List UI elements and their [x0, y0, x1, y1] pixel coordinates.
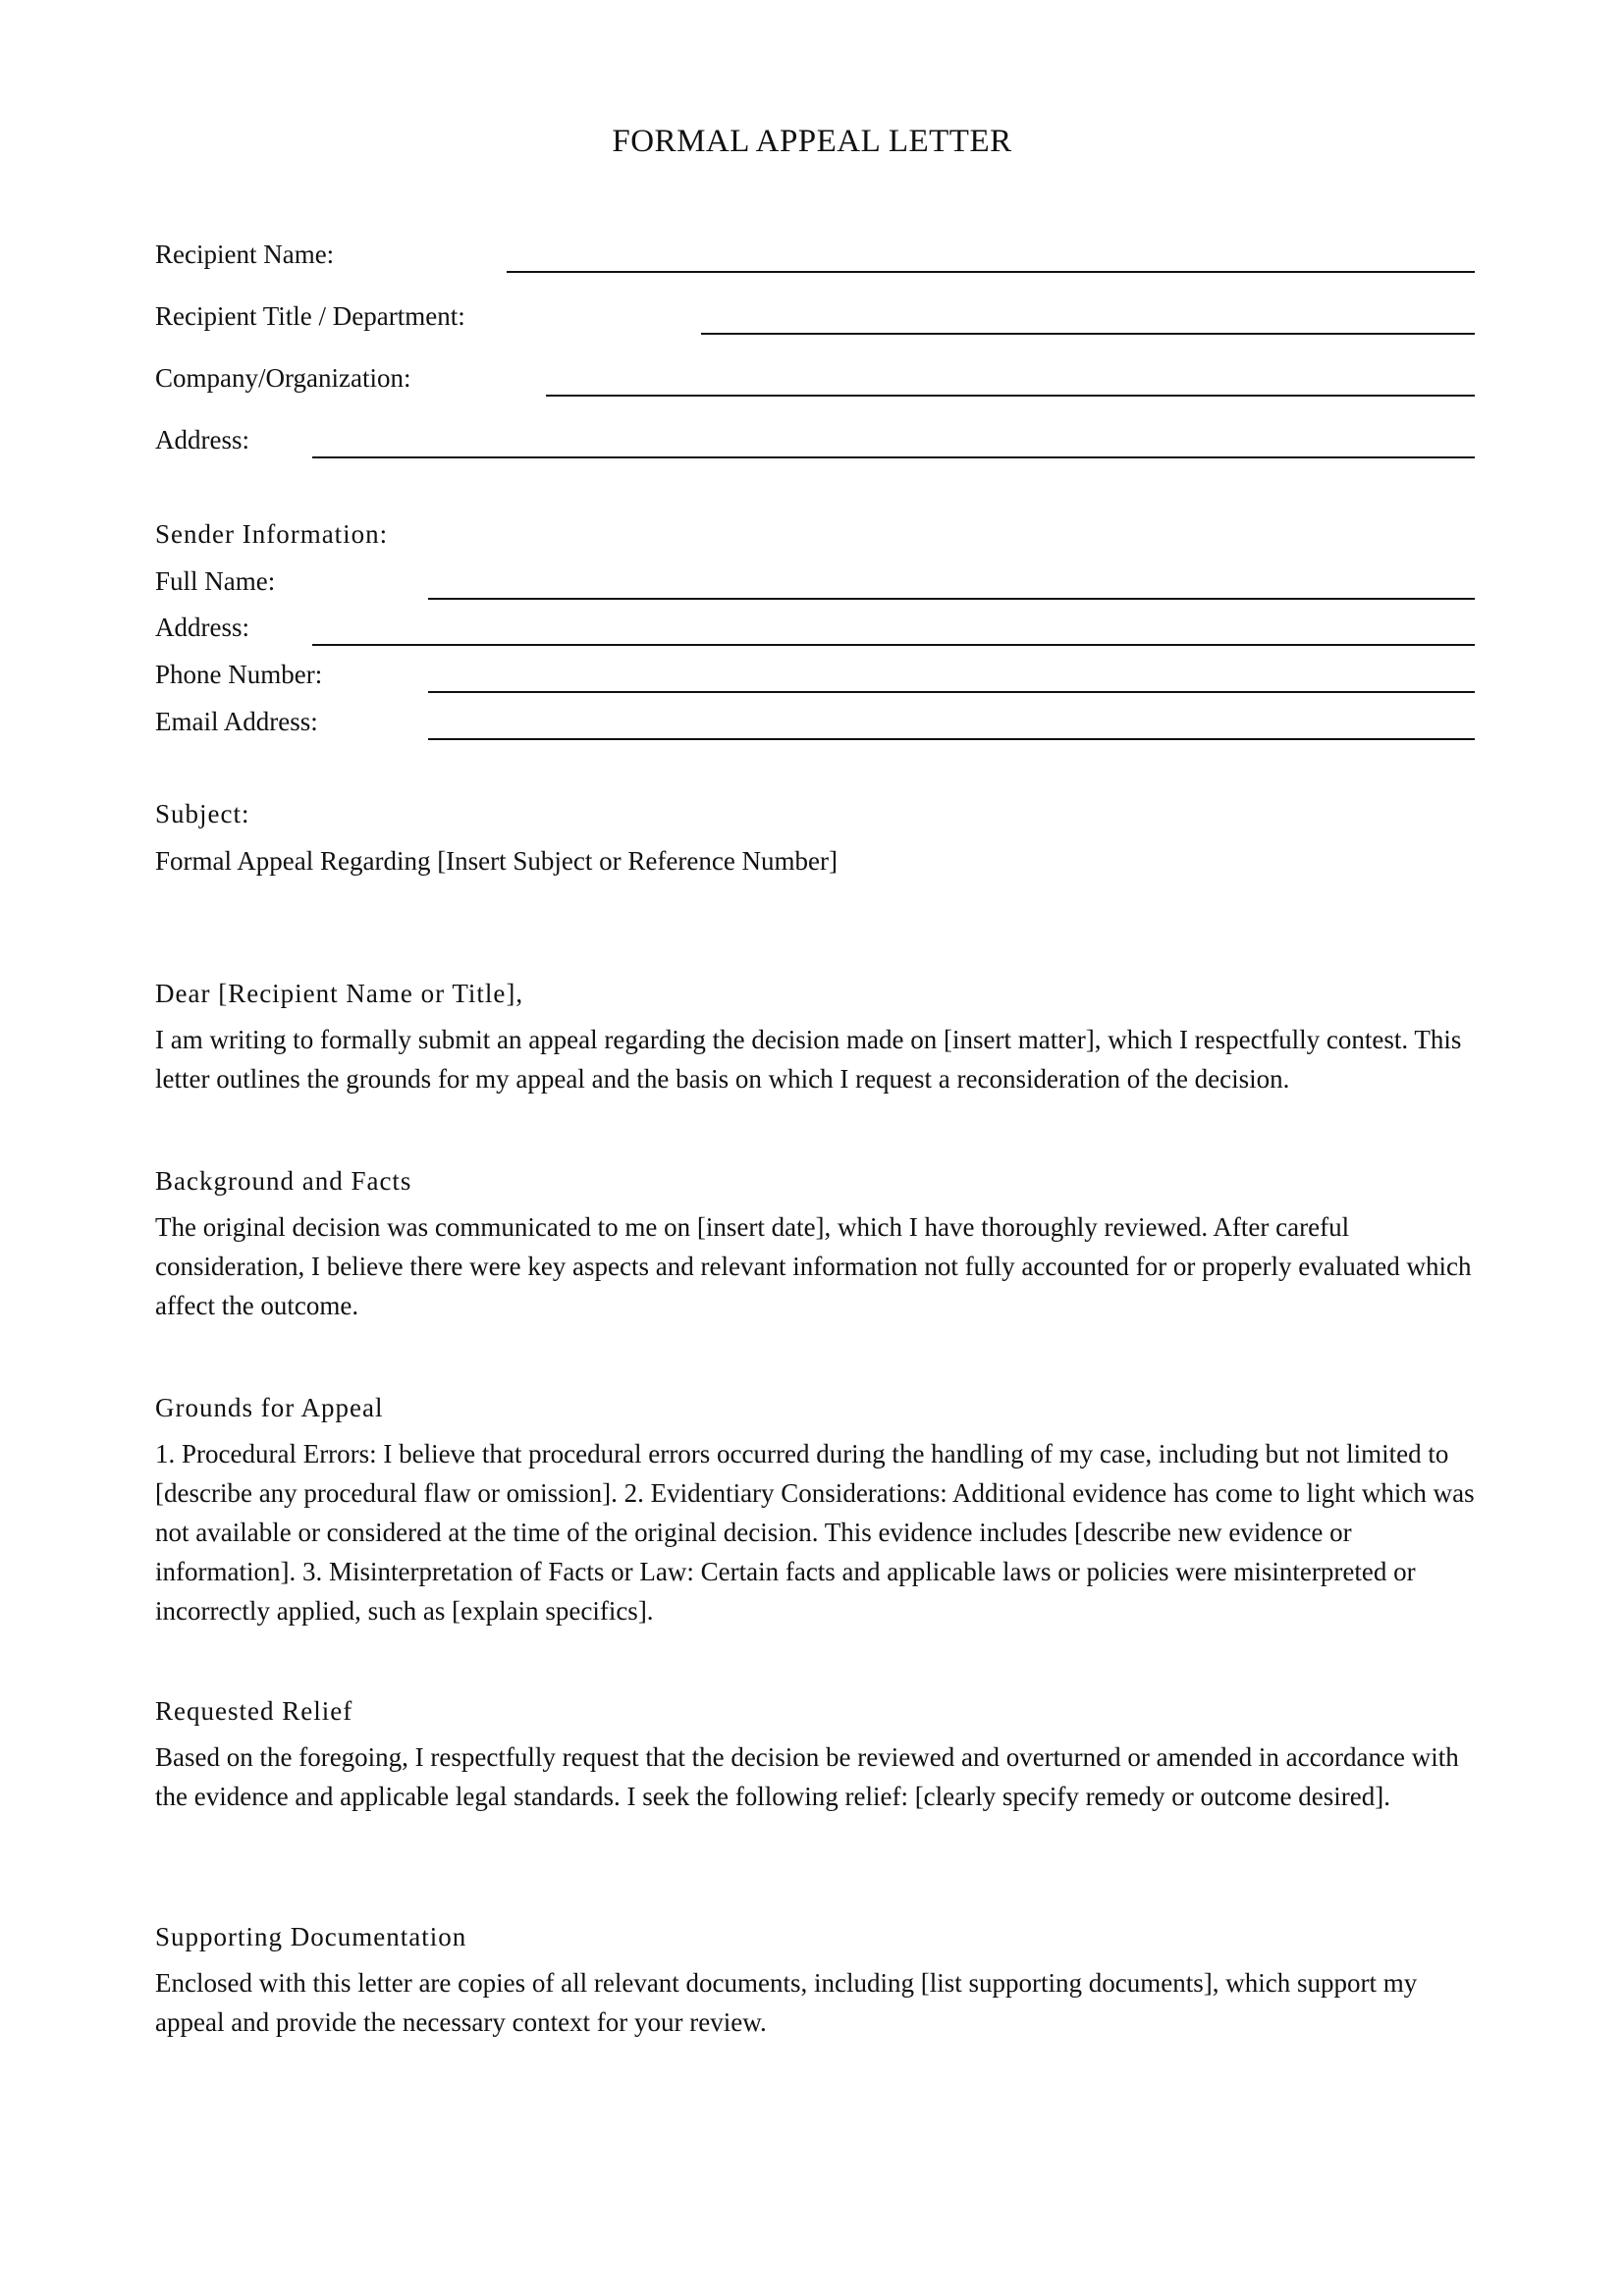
sender-address-label: Address: [155, 613, 249, 642]
subject-heading: Subject: [155, 799, 250, 828]
page-title: FORMAL APPEAL LETTER [612, 124, 1012, 159]
recipient-title-label: Recipient Title / Department: [155, 301, 465, 331]
grounds-heading: Grounds for Appeal [155, 1393, 384, 1422]
subject-text: Formal Appeal Regarding [Insert Subject or Reference Number] [155, 846, 839, 876]
relief-paragraph: Based on the foregoing, I respectfully request that the decision be reviewed and overturned or amended in accordance with the evidence and applicable legal standards. I seek the following relief: [clearly specify remedy or outcome desired]. [155, 1742, 1459, 1811]
phone-field[interactable] [428, 691, 1475, 693]
recipient-name-field[interactable] [507, 271, 1475, 273]
email-field[interactable] [428, 738, 1475, 740]
company-field[interactable] [546, 395, 1475, 397]
grounds-paragraph: 1. Procedural Errors: I believe that procedural errors occurred during the handling of my case, including but not limited to [describe any procedural flaw or omission]. 2. Evidentiary Considerations: Additional evidence has come to light which was not available or considered at the time of the original decision. This evidence includes [describe new evidence or information]. 3. Misinterpretation of Facts or Law: Certain facts and applicable laws or policies were misinterpreted or incorrectly applied, such as [explain specifics]. [155, 1439, 1475, 1626]
relief-heading: Requested Relief [155, 1696, 353, 1726]
background-paragraph: The original decision was communicated to me on [insert date], which I have thoroughly reviewed. After careful consideration, I believe there were key aspects and relevant information not fully accounted for or properly evaluated which affect the outcome. [155, 1212, 1472, 1320]
sender-name-field[interactable] [428, 598, 1475, 600]
documentation-paragraph: Enclosed with this letter are copies of all relevant documents, including [list supporting documents], which support my appeal and provide the necessary context for your review. [155, 1968, 1418, 2037]
company-label: Company/Organization: [155, 363, 411, 393]
sender-name-label: Full Name: [155, 566, 276, 596]
intro-paragraph: I am writing to formally submit an appeal regarding the decision made on [insert matter], which I respectfully contest. This letter outlines the grounds for my appeal and the basis on which I request a reconsideration of the decision. [155, 1025, 1462, 1094]
salutation: Dear [Recipient Name or Title], [155, 979, 524, 1008]
recipient-title-field[interactable] [701, 333, 1475, 335]
recipient-address-field[interactable] [312, 456, 1475, 458]
sender-address-field[interactable] [312, 644, 1475, 646]
background-heading: Background and Facts [155, 1166, 412, 1196]
recipient-address-label: Address: [155, 425, 249, 454]
phone-label: Phone Number: [155, 660, 323, 689]
recipient-name-label: Recipient Name: [155, 240, 335, 269]
sender-heading: Sender Information: [155, 519, 389, 549]
documentation-heading: Supporting Documentation [155, 1922, 467, 1951]
email-label: Email Address: [155, 707, 318, 736]
